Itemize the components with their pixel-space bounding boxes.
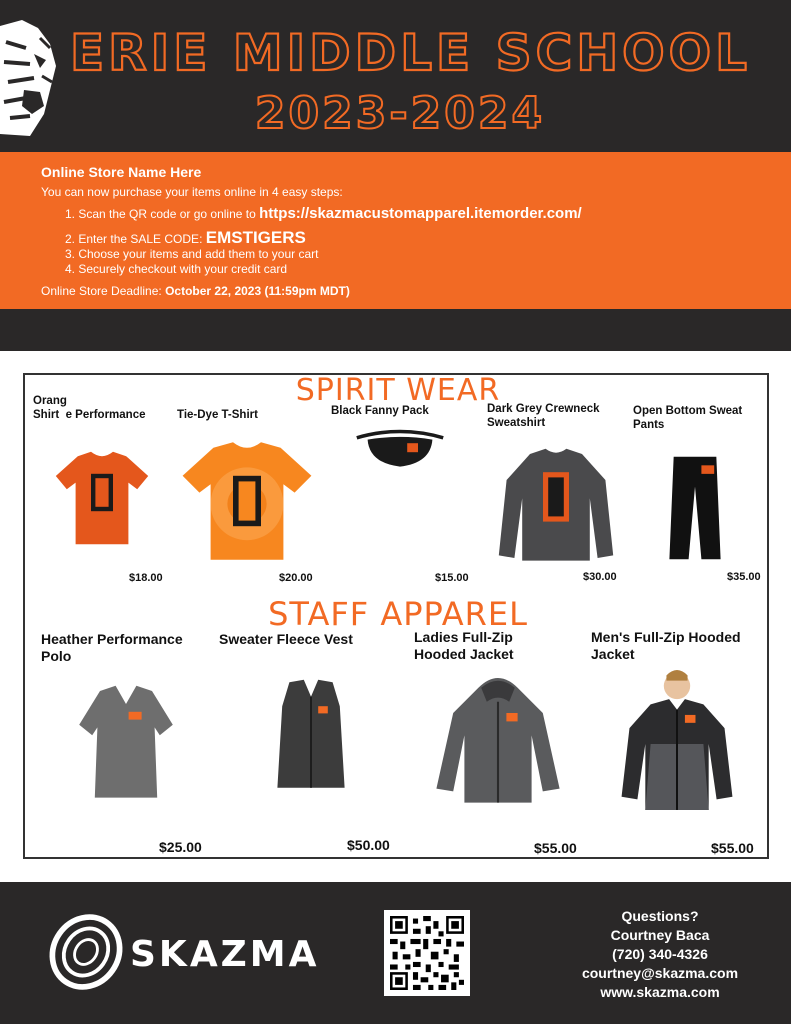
grey-sweatshirt-image	[491, 441, 621, 571]
qr-code-icon	[390, 916, 464, 990]
step-1-text: 1. Scan the QR code or go online to	[65, 207, 260, 221]
product-price: $15.00	[435, 572, 469, 584]
fleece-vest-image	[251, 665, 371, 805]
store-name: Online Store Name Here	[41, 164, 202, 180]
school-name: ERIE MIDDLE SCHOOL	[70, 24, 752, 82]
product-price: $25.00	[159, 839, 202, 855]
product-card-ladies-jacket[interactable]	[414, 629, 586, 857]
product-name: Men's Full-Zip Hooded Jacket	[591, 629, 741, 662]
product-name: Orang Shirt e Performance	[33, 395, 146, 421]
product-catalog	[23, 373, 769, 859]
product-name: Dark Grey Crewneck Sweatshirt	[487, 403, 600, 429]
deadline-value: October 22, 2023 (11:59pm MDT)	[165, 284, 350, 298]
product-name: Black Fanny Pack	[331, 405, 429, 417]
product-price: $55.00	[711, 840, 754, 856]
store-deadline	[41, 284, 350, 298]
product-name: Heather Performance Polo	[41, 631, 183, 664]
product-card-fleece-vest[interactable]	[219, 631, 401, 857]
footer	[0, 882, 791, 1024]
step-4-text: 4. Securely checkout with your credit card	[65, 262, 288, 276]
school-year: 2023-2024	[254, 88, 546, 139]
skazma-logo-icon	[48, 912, 124, 992]
spirit-wear-title: SPIRIT WEAR	[295, 373, 501, 408]
product-card-tie-dye-shirt[interactable]	[177, 409, 323, 591]
deadline-label: Online Store Deadline:	[41, 284, 162, 298]
polo-shirt-image	[61, 673, 191, 813]
product-card-performance-shirt[interactable]	[33, 395, 173, 591]
header-banner	[0, 0, 791, 152]
step-2-text: 2. Enter the SALE CODE:	[65, 232, 206, 246]
product-card-fanny-pack[interactable]	[331, 405, 479, 591]
product-card-crewneck-sweatshirt[interactable]	[487, 403, 627, 591]
product-name: Sweater Fleece Vest	[219, 631, 353, 647]
contact-website[interactable]: www.skazma.com	[600, 984, 720, 1000]
contact-phone[interactable]: (720) 340-4326	[612, 946, 708, 962]
tiger-icon	[0, 18, 56, 138]
contact-name: Courtney Baca	[610, 927, 710, 943]
product-card-sweat-pants[interactable]	[633, 405, 765, 591]
brand-name: SKAZMA	[130, 934, 320, 975]
steps-list	[65, 204, 582, 277]
step-3	[65, 247, 582, 262]
divider-strip	[0, 309, 791, 351]
product-price: $35.00	[727, 571, 761, 583]
step-2	[65, 230, 582, 247]
product-name: Open Bottom Sweat Pants	[633, 405, 743, 431]
sale-code: EMSTIGERS	[205, 228, 306, 247]
product-card-performance-polo[interactable]	[41, 631, 211, 857]
orange-shirt-image	[47, 443, 157, 553]
product-name: Ladies Full-Zip Hooded Jacket	[414, 629, 514, 662]
staff-apparel-title: STAFF APPAREL	[268, 595, 528, 633]
product-card-mens-jacket[interactable]	[591, 629, 765, 857]
product-price: $18.00	[129, 572, 163, 584]
mens-jacket-image	[611, 665, 743, 815]
product-price: $55.00	[534, 840, 577, 856]
contact-block	[560, 907, 760, 1002]
step-3-text: 3. Choose your items and add them to your cart	[65, 247, 319, 261]
tie-dye-shirt-image	[177, 431, 317, 571]
contact-email[interactable]: courtney@skazma.com	[581, 965, 739, 981]
product-price: $30.00	[583, 571, 617, 583]
store-url-link[interactable]: https://skazmacustomapparel.itemorder.com/	[259, 205, 582, 222]
product-price: $20.00	[279, 572, 313, 584]
store-info-band	[0, 152, 791, 309]
qr-code[interactable]	[384, 910, 470, 996]
store-intro: You can now purchase your items online in 4 easy steps:	[41, 185, 343, 199]
contact-heading: Questions?	[621, 908, 699, 924]
step-1	[65, 206, 582, 222]
sweat-pants-image	[663, 449, 727, 567]
ladies-jacket-image	[428, 671, 568, 811]
product-name: Tie-Dye T-Shirt	[177, 409, 258, 421]
step-4	[65, 262, 582, 277]
product-price: $50.00	[347, 837, 390, 853]
fanny-pack-image	[355, 427, 445, 472]
